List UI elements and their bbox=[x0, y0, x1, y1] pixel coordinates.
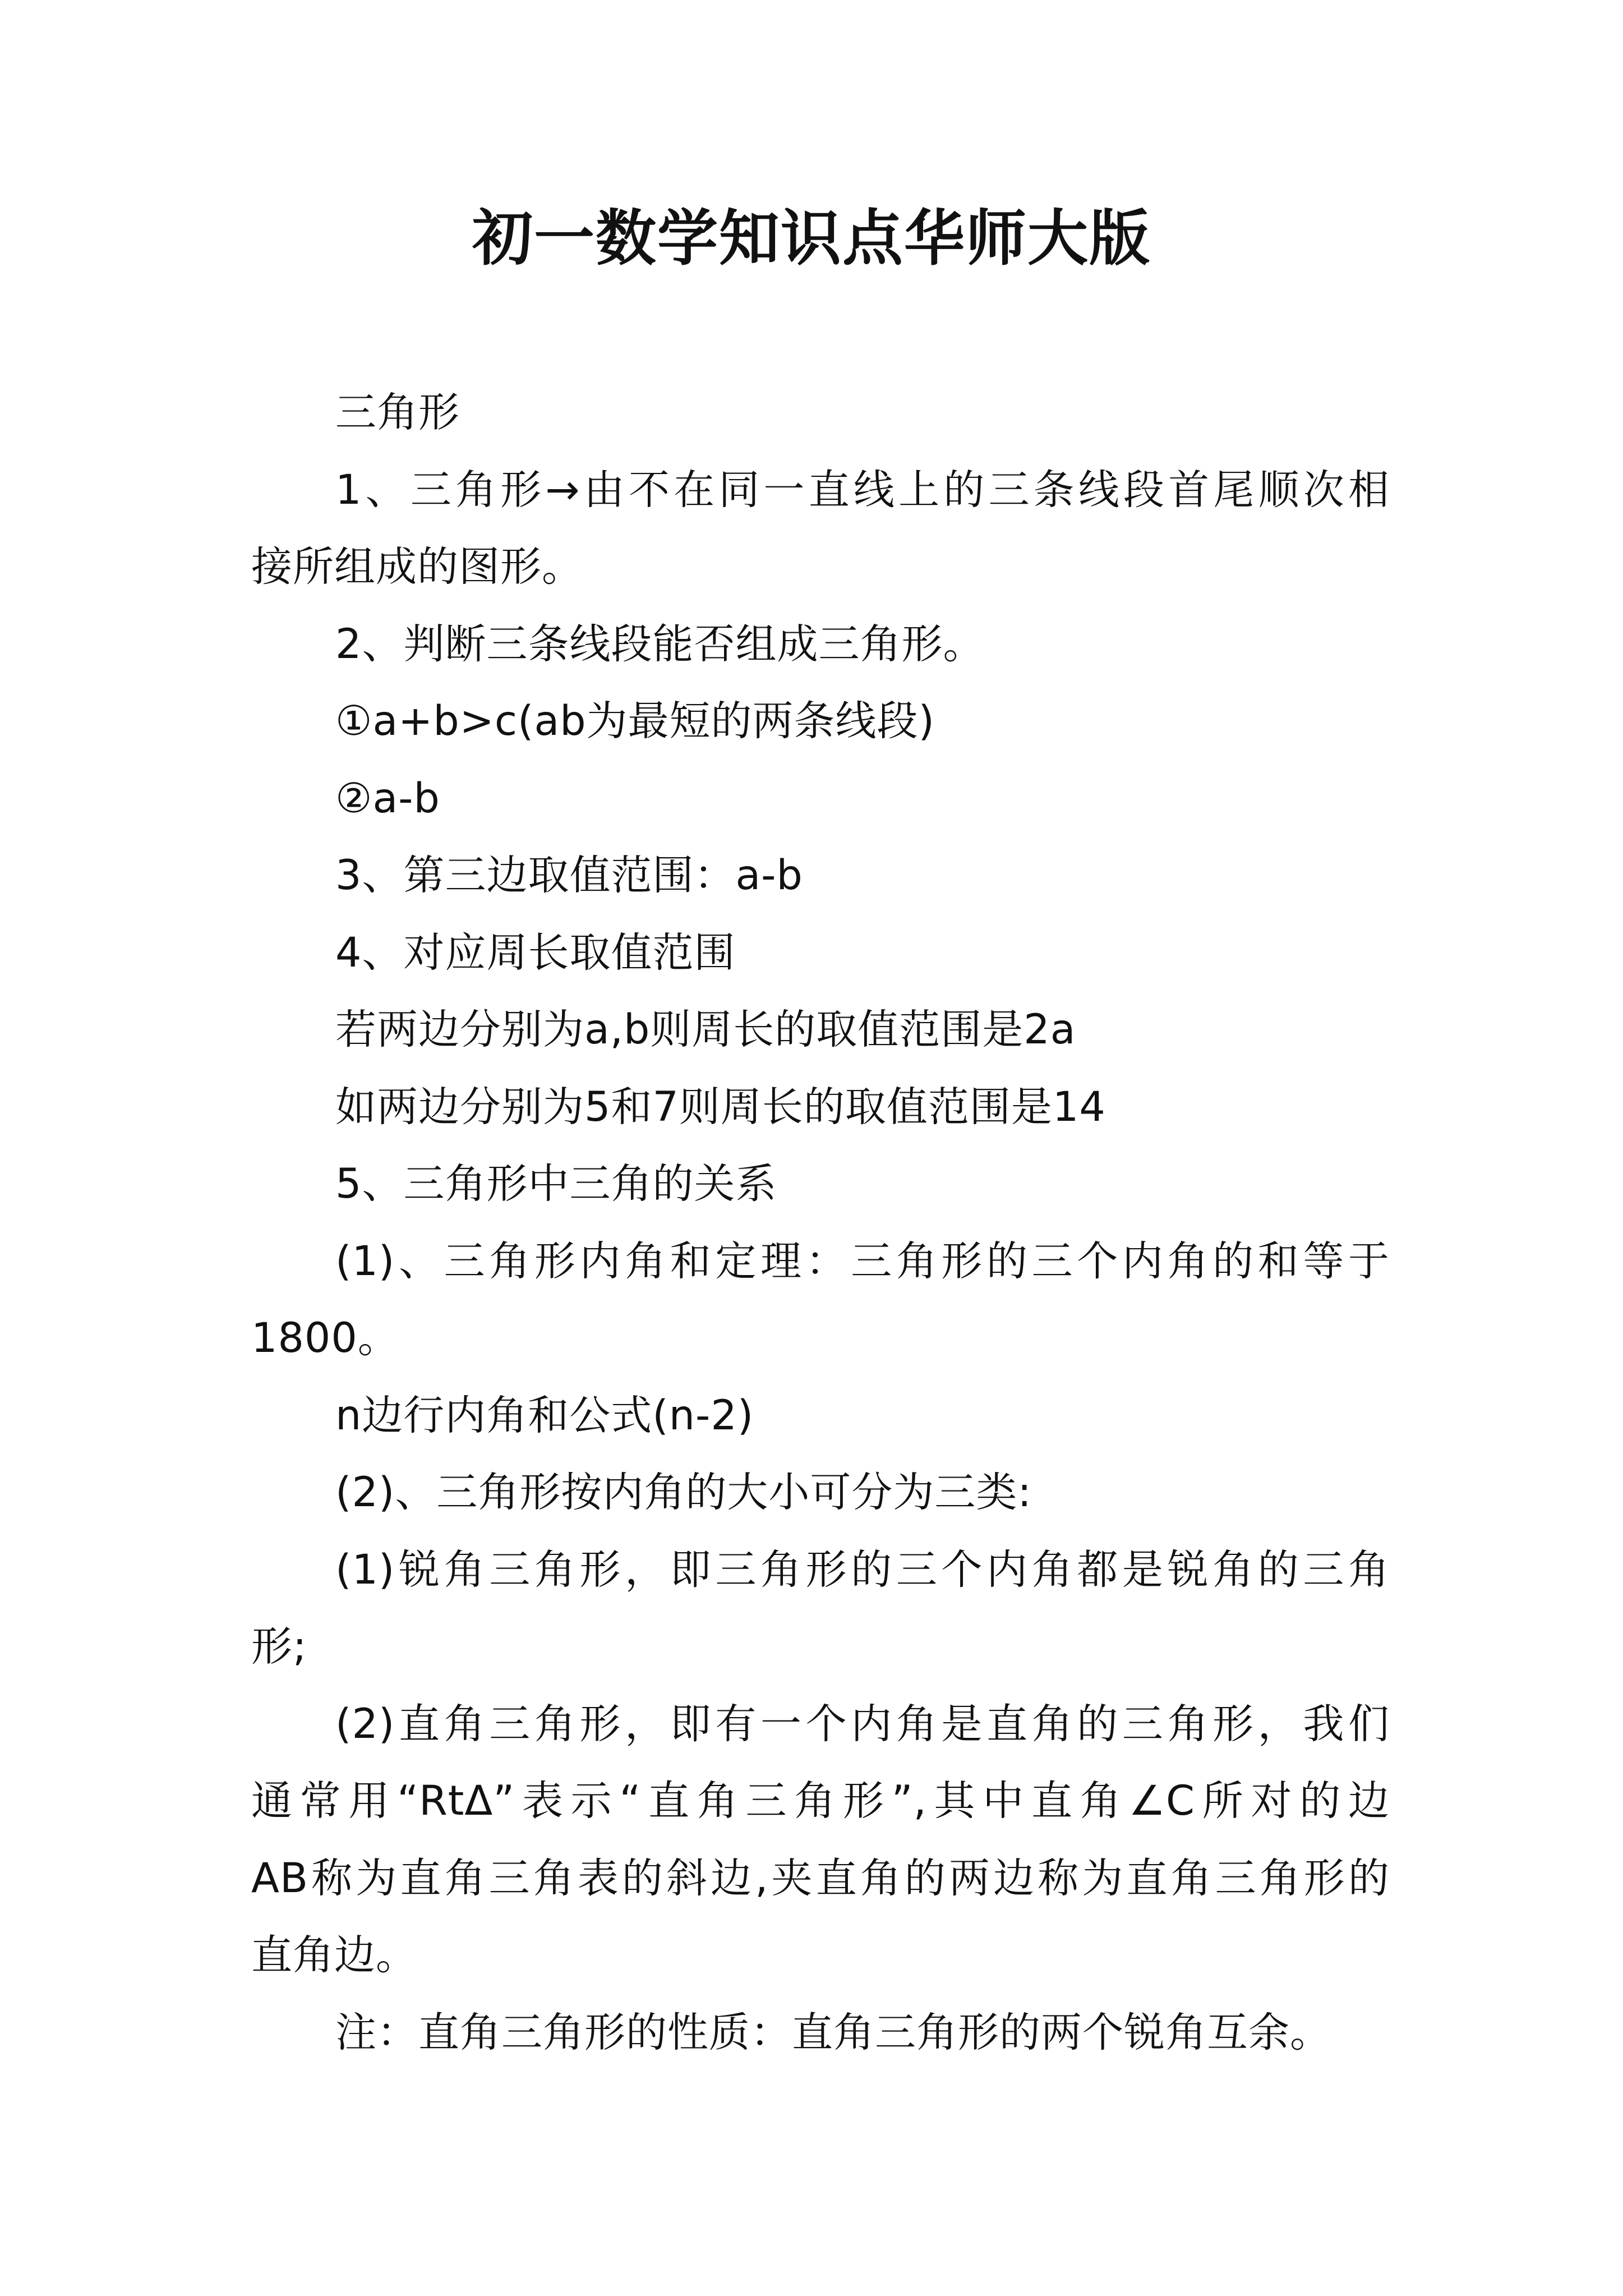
paragraph-line: n边行内角和公式(n-2) bbox=[335, 1391, 754, 1439]
paragraph-line: AB称为直角三角表的斜边,夹直角的两边称为直角三角形的 bbox=[251, 1854, 1390, 1902]
paragraph-line: 4、对应周长取值范围 bbox=[335, 928, 736, 977]
document-title: 初一数学知识点华师大版 bbox=[472, 203, 1151, 274]
paragraph-line: 1800。 bbox=[251, 1314, 399, 1362]
paragraph-line: (1)锐角三角形，即三角形的三个内角都是锐角的三角 bbox=[335, 1545, 1390, 1594]
paragraph-line: 若两边分别为a,b则周长的取值范围是2a bbox=[335, 1006, 1076, 1053]
paragraph-line: 注：直角三角形的性质：直角三角形的两个锐角互余。 bbox=[335, 2008, 1331, 2056]
paragraph-line: (2)直角三角形，即有一个内角是直角的三角形，我们 bbox=[335, 1700, 1390, 1748]
paragraph-line: 接所组成的图形。 bbox=[251, 543, 583, 591]
paragraph-line: 形; bbox=[251, 1623, 307, 1671]
paragraph-line: ①a+b>c(ab为最短的两条线段) bbox=[335, 697, 935, 745]
paragraph-line: 如两边分别为5和7则周长的取值范围是14 bbox=[335, 1083, 1106, 1131]
document-body bbox=[251, 374, 1390, 2071]
paragraph-line: 1、三角形→由不在同一直线上的三条线段首尾顺次相 bbox=[335, 466, 1390, 514]
paragraph-line: 通常用“RtΔ”表示“直角三角形”,其中直角∠C所对的边 bbox=[251, 1777, 1390, 1825]
paragraph-line: ②a-b bbox=[335, 774, 440, 822]
paragraph-line: (1)、三角形内角和定理：三角形的三个内角的和等于 bbox=[335, 1237, 1390, 1285]
section-heading-triangle: 三角形 bbox=[335, 389, 460, 436]
paragraph-line: (2)、三角形按内角的大小可分为三类: bbox=[335, 1469, 1032, 1516]
paragraph-line: 3、第三边取值范围：a-b bbox=[335, 852, 803, 899]
paragraph-line: 2、判断三条线段能否组成三角形。 bbox=[335, 620, 985, 668]
paragraph-line: 直角边。 bbox=[251, 1931, 417, 1979]
paragraph-line: 5、三角形中三角的关系 bbox=[335, 1160, 777, 1208]
